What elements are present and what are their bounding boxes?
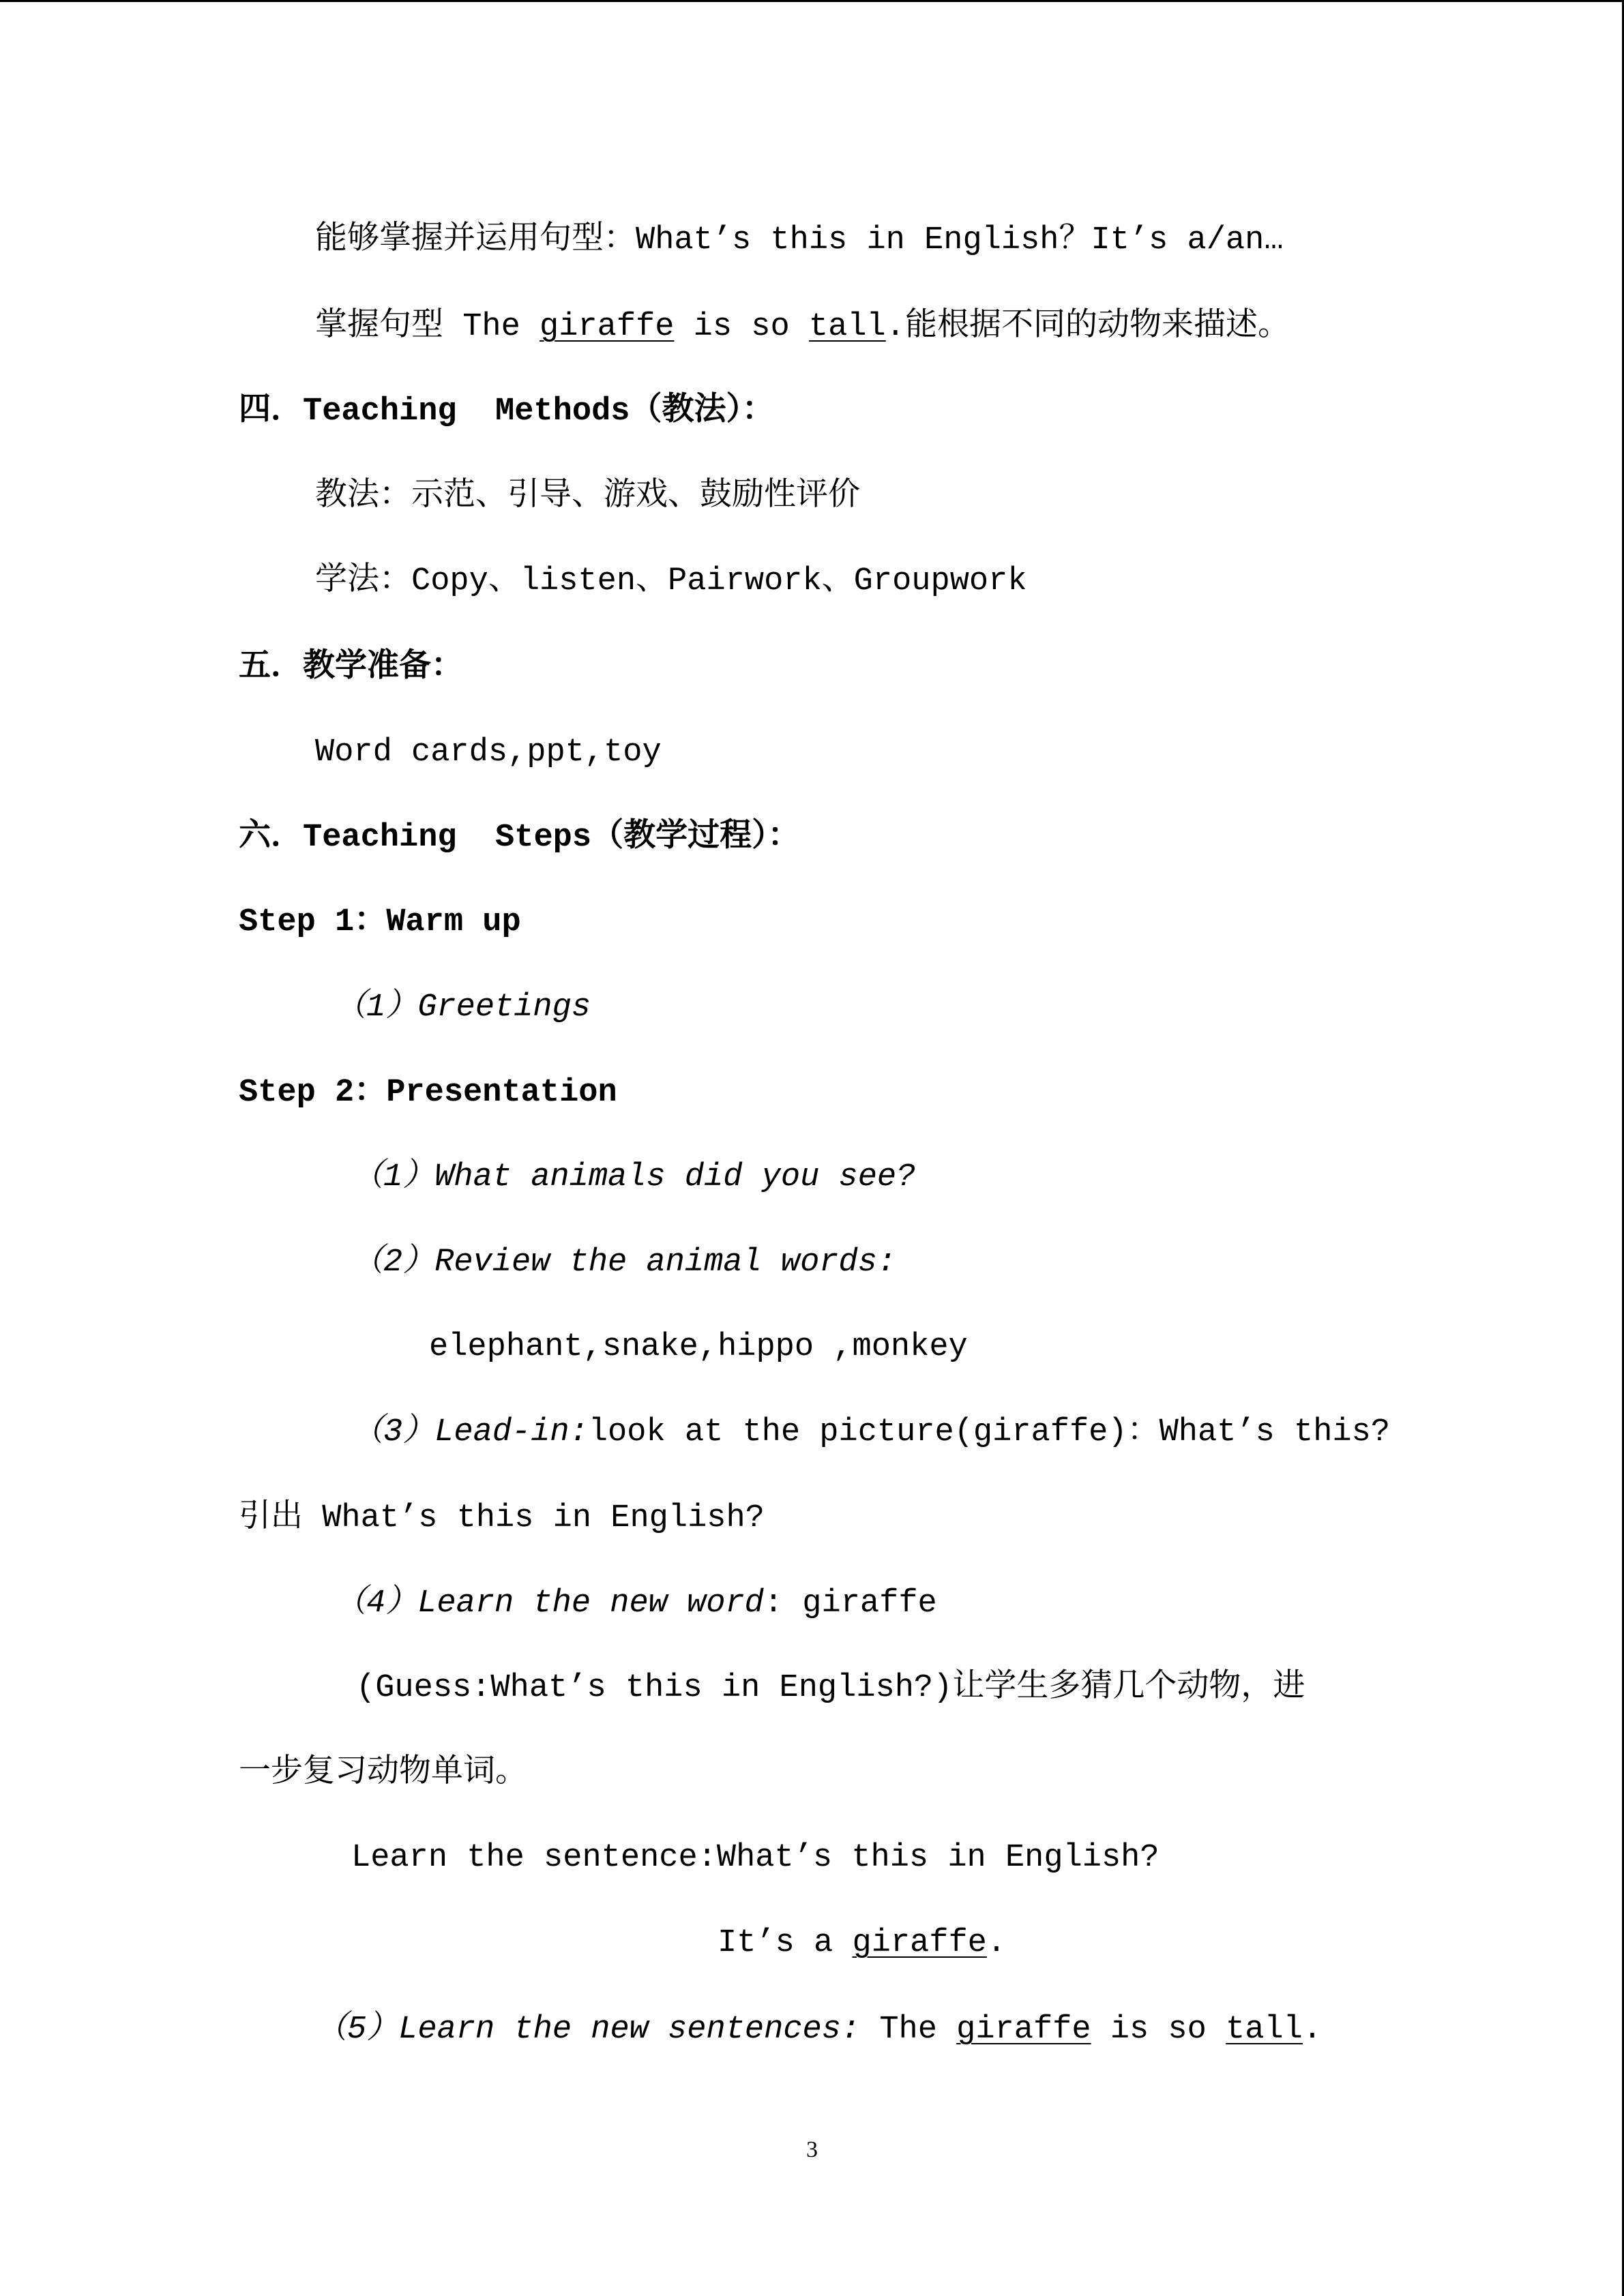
section-6-heading: 六．Teaching Steps（教学过程）： [239,820,800,856]
learning-methods-line: 学法：Copy、listen、Pairwork、Groupwork [315,563,1027,599]
step-2-item-5-mid: is so [1091,2012,1226,2048]
step-2-item-5 [315,2006,1322,2054]
step-2-item-2: （2）Review the animal words: [351,1244,897,1281]
guess-activity-continuation: 一步复习动物单词。 [239,1755,527,1791]
step-2-item-1: （1）What animals did you see? [351,1159,916,1195]
section-4-heading: 四．Teaching Methods（教法）： [239,393,774,430]
step-1-item-1: （1）Greetings [334,989,591,1026]
page-number: 3 [806,2137,818,2162]
underlined-word-giraffe-answer: giraffe [852,1925,987,1961]
step-2-item-3-text: look at the picture(giraffe)：What’s this? [588,1414,1391,1450]
step-2-item-4-text: : giraffe [763,1585,937,1622]
guess-activity-line: (Guess:What’s this in English?)让学生多猜几个动物，进 [356,1670,1305,1706]
answer-sentence-pre: It’s a [718,1925,853,1961]
section-5-heading: 五．教学准备： [239,650,463,686]
objective-line-1: 能够掌握并运用句型：What’s this in English？It’s a/an… [315,222,1284,258]
step-2-item-4-label: （4）Learn the new word [334,1585,764,1622]
underlined-word-tall: tall [808,309,886,345]
underlined-word-giraffe: giraffe [540,309,675,345]
step-2-item-5-label: （5）Learn the new sentences: [315,2012,861,2048]
step-2-item-3 [351,1409,1390,1457]
underlined-word-giraffe-item-5: giraffe [956,2012,1091,2048]
answer-sentence-post: . [986,1925,1007,1961]
objective-line-2-pre: 掌握句型 The [315,309,540,345]
answer-sentence-line [718,1920,1006,1967]
objective-line-2-post: .能根据不同的动物来描述。 [885,309,1290,345]
objective-line-2-mid: is so [674,309,809,345]
materials-line: Word cards,ppt,toy [315,734,662,771]
step-2-item-5-post: . [1302,2012,1323,2048]
step-2-title: Step 2：Presentation [239,1075,617,1111]
step-2-item-4 [334,1580,937,1628]
animal-words-list: elephant,snake,hippo ,monkey [429,1329,968,1365]
teaching-methods-line: 教法：示范、引导、游戏、鼓励性评价 [315,479,860,515]
objective-line-2 [315,303,1290,351]
underlined-word-tall-item-5: tall [1226,2012,1303,2048]
step-2-item-3-label: （3）Lead-in: [351,1414,589,1450]
step-2-item-3-continuation: 引出 What’s this in English? [239,1500,765,1536]
learn-sentence-line: Learn the sentence:What’s this in English? [351,1840,1160,1876]
step-1-title: Step 1：Warm up [239,904,521,940]
step-2-item-5-pre: The [860,2012,957,2048]
